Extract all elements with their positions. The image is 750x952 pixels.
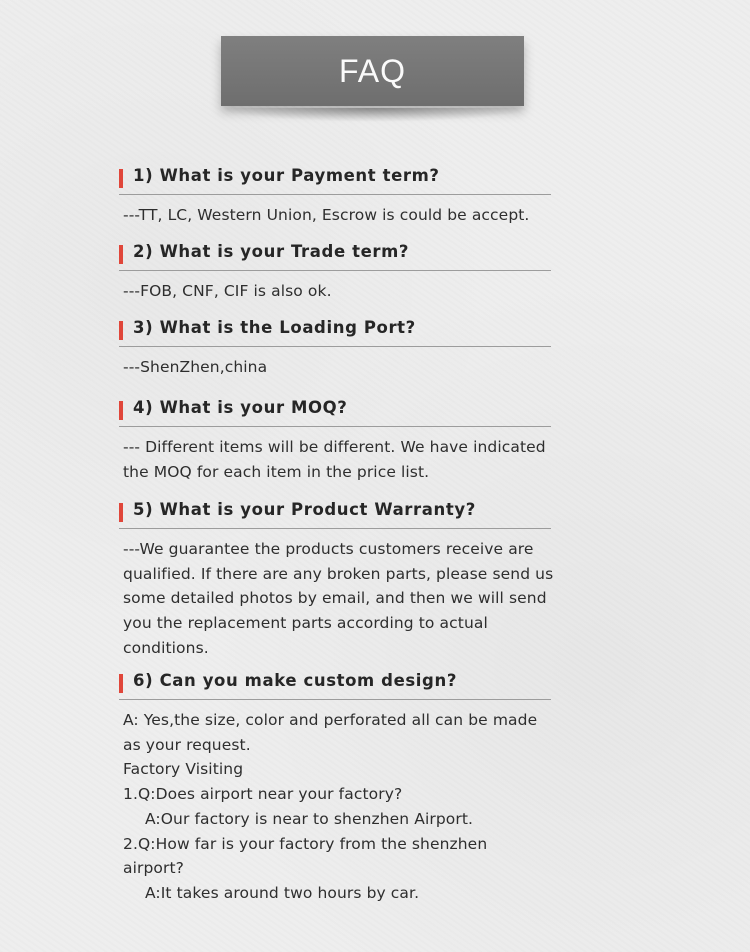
question-marker [119,245,123,264]
faq-question-3 [119,320,551,347]
answer-line: A: Yes,the size, color and perforated all can be made [123,711,538,729]
answer-line: some detailed photos by email, and then we will send [123,589,547,608]
page-title: FAQ [221,36,524,106]
question-text: 2) What is your Trade term? [133,242,410,261]
faq-answer-5 [123,537,623,661]
faq-answer-2 [123,279,623,304]
question-marker [119,321,123,340]
faq-header-banner [218,36,530,126]
answer-line: conditions. [123,638,209,657]
faq-answer-3 [123,355,623,380]
header-shadow [218,108,530,122]
faq-question-6 [119,673,551,700]
question-marker [119,503,123,522]
faq-question-4 [119,400,551,427]
question-text: 1) What is your Payment term? [133,166,440,185]
answer-line: ---TT, LC, Western Union, Escrow is could be accept. [123,206,530,224]
answer-line: the MOQ for each item in the price list. [123,462,430,481]
question-marker [119,169,123,188]
answer-line: qualified. If there are any broken parts, please send us [123,564,554,583]
question-text: 4) What is your MOQ? [133,398,348,417]
factory-visiting-heading: Factory Visiting [123,760,244,779]
answer-line: --- Different items will be different. We have indicated [123,438,546,456]
sub-question: 1.Q:Does airport near your factory? [123,785,403,804]
answer-line: as your request. [123,735,251,754]
question-marker [119,401,123,420]
faq-answer-1 [123,203,623,228]
question-text: 6) Can you make custom design? [133,671,457,690]
faq-answer-4 [123,435,623,484]
sub-question-continued: airport? [123,859,184,878]
faq-question-5 [119,502,551,529]
answer-line: you the replacement parts according to actual [123,614,488,633]
question-text: 5) What is your Product Warranty? [133,500,476,519]
sub-question: 2.Q:How far is your factory from the shenzhen [123,834,488,853]
question-marker [119,674,123,693]
answer-line: ---We guarantee the products customers receive are [123,540,534,558]
faq-answer-6 [123,708,623,906]
answer-line: ---FOB, CNF, CIF is also ok. [123,282,332,300]
sub-answer: A:It takes around two hours by car. [145,883,420,902]
sub-answer: A:Our factory is near to shenzhen Airport. [145,809,474,828]
answer-line: ---ShenZhen,china [123,358,268,376]
faq-question-1 [119,168,551,195]
question-text: 3) What is the Loading Port? [133,318,416,337]
faq-question-2 [119,244,551,271]
